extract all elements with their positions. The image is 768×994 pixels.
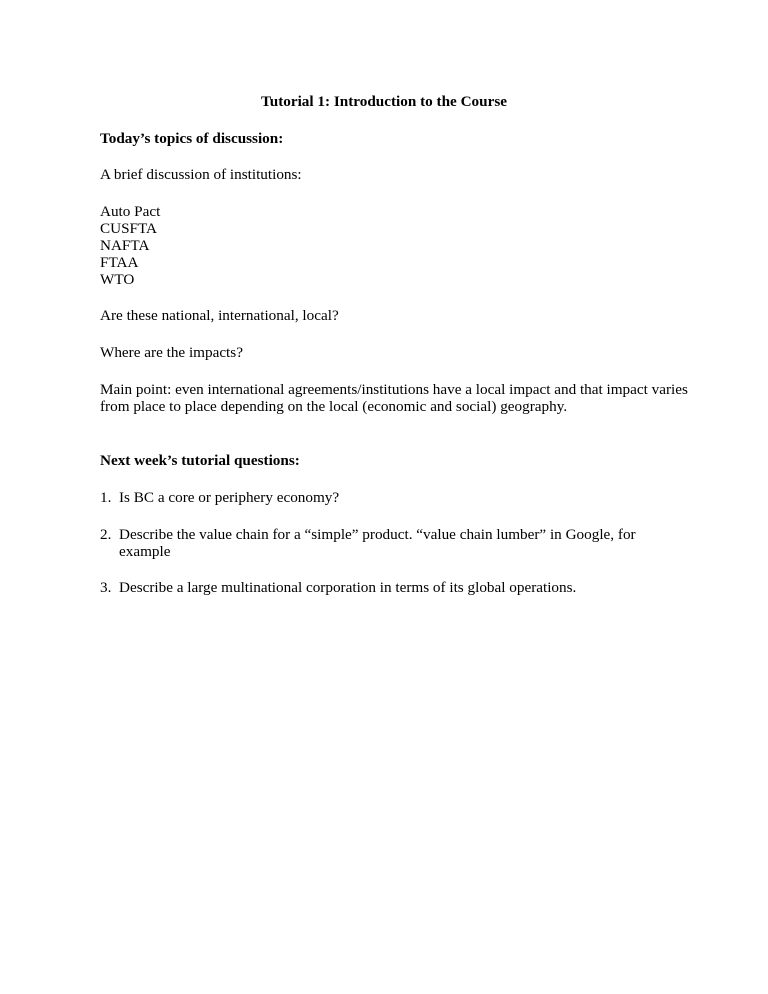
question-text: Describe a large multinational corporation in terms of its global operations. [119, 579, 577, 596]
institution-item: Auto Pact [100, 203, 161, 220]
institution-item: WTO [100, 271, 135, 288]
institution-item: NAFTA [100, 237, 150, 254]
institution-item: CUSFTA [100, 220, 158, 237]
document-title: Tutorial 1: Introduction to the Course [261, 93, 507, 110]
question-text: Describe the value chain for a “simple” product. “value chain lumber” in Google, for [119, 526, 636, 543]
intro-line: A brief discussion of institutions: [100, 166, 302, 183]
question-text: Is BC a core or periphery economy? [119, 489, 340, 506]
question-text: example [119, 543, 171, 560]
next-week-heading: Next week’s tutorial questions: [100, 452, 300, 469]
question-number: 1. [100, 489, 112, 506]
main-point-line: Main point: even international agreements/institutions have a local impact and that impact varies [100, 381, 688, 398]
question-number: 3. [100, 579, 112, 596]
question-scale: Are these national, international, local? [100, 307, 339, 324]
topics-heading: Today’s topics of discussion: [100, 130, 284, 147]
question-number: 2. [100, 526, 112, 543]
question-impacts: Where are the impacts? [100, 344, 243, 361]
institution-item: FTAA [100, 254, 139, 271]
main-point-line: from place to place depending on the local (economic and social) geography. [100, 398, 568, 415]
